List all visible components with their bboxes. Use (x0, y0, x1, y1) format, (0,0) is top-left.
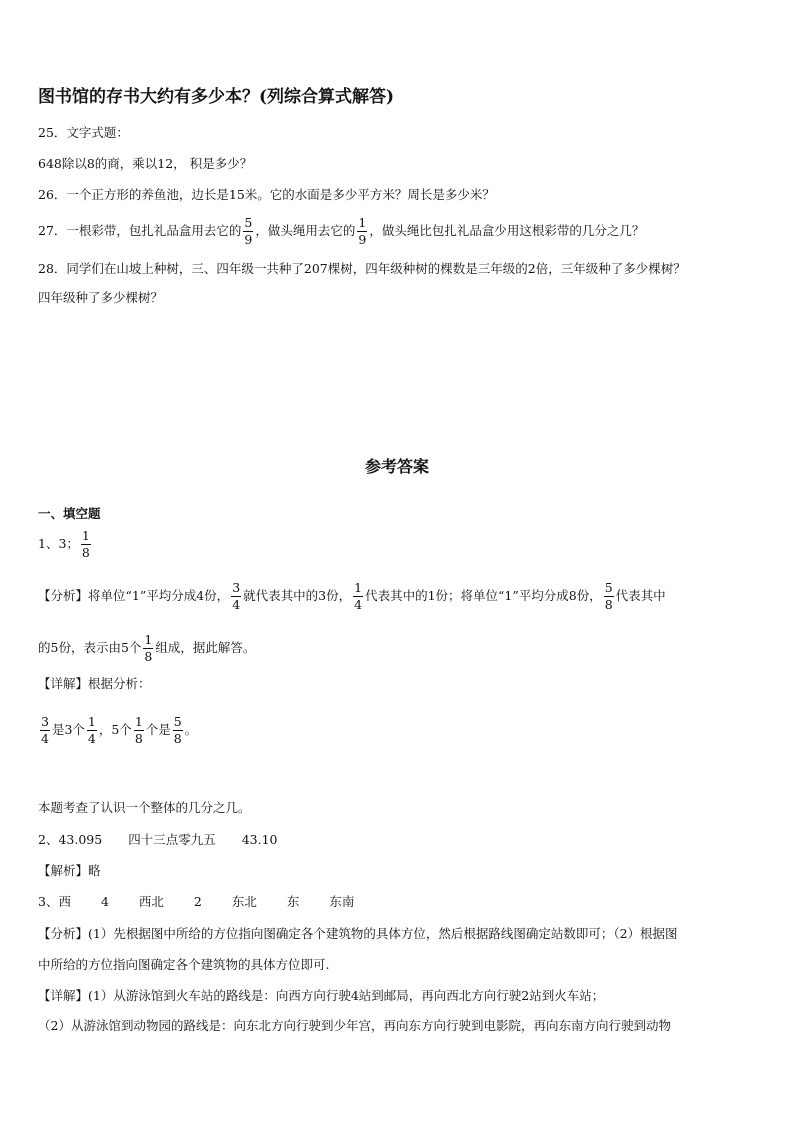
denominator: 8 (81, 545, 90, 560)
detail-1-heading: 【详解】根据分析： (38, 676, 151, 691)
question-25-body: 648除以8的商，乘以12， 积是多少？ (38, 156, 253, 171)
answer-2-words: 四十三点零九五 (128, 832, 216, 847)
denominator: 4 (87, 731, 96, 746)
answer-3-analysis-line-1: 【分析】(1）先根据图中所给的方位指向图确定各个建筑物的具体方位，然后根据路线图确定站数即可；（2）根据图 (38, 926, 678, 941)
detail-1-body (38, 712, 197, 748)
section-fill-blank: 一、填空题 (38, 506, 101, 521)
fraction-3-4 (40, 715, 50, 746)
answer-3 (38, 894, 354, 910)
answer-1-head: 1、3； (38, 536, 79, 551)
fraction-1-8 (143, 633, 153, 664)
answer-2-number: 2、43.095 (38, 832, 103, 847)
numerator: 5 (604, 580, 613, 595)
summary-1: 本题考查了认识一个整体的几分之几。 (38, 800, 251, 815)
detail-text: 。 (184, 722, 198, 737)
numerator: 3 (41, 714, 49, 729)
detail-text: 是3个 (51, 722, 85, 737)
denominator: 8 (604, 597, 613, 612)
answer-3-item: 西北 (138, 894, 164, 909)
analysis-text: 代表其中的1份；将单位“1”平均分成8份， (365, 588, 602, 603)
detail-text: ，5个 (98, 722, 132, 737)
denominator: 8 (144, 649, 153, 664)
analysis-text: 【分析】将单位“1”平均分成4份， (38, 588, 230, 603)
analysis-text: 组成，据此解答。 (155, 640, 256, 655)
question-24-tail: 图书馆的存书大约有多少本？(列综合算式解答) (38, 87, 395, 107)
question-27 (38, 214, 644, 248)
analysis-1-line-2 (38, 630, 255, 666)
detail-text: 个是 (145, 722, 171, 737)
numerator: 1 (144, 632, 153, 647)
fraction-5-8 (604, 581, 614, 612)
question-28-line-2: 四年级种了多少棵树？ (38, 290, 164, 305)
analysis-text: 就代表其中的3份， (243, 588, 352, 603)
fraction-1-9 (357, 216, 367, 247)
denominator: 4 (41, 731, 49, 746)
fraction-1-8 (81, 529, 91, 560)
analysis-1-line-1 (38, 578, 666, 614)
fraction-5-8 (173, 715, 183, 746)
answer-3-item: 3、西 (38, 894, 71, 909)
answer-2-analysis: 【解析】略 (38, 863, 101, 878)
numerator: 1 (81, 528, 90, 543)
denominator: 9 (244, 232, 253, 247)
answers-title: 参考答案 (364, 457, 429, 476)
q27-text-a: 27．一根彩带，包扎礼品盒用去它的 (38, 223, 242, 238)
numerator: 1 (354, 580, 363, 595)
analysis-text: 的5份，表示由5个 (38, 640, 142, 655)
fraction-3-4 (231, 581, 241, 612)
answer-3-item: 4 (100, 894, 109, 909)
denominator: 9 (358, 232, 367, 247)
answer-2 (38, 832, 278, 848)
fraction-1-8 (134, 715, 144, 746)
question-26: 26．一个正方形的养鱼池，边长是15米。它的水面是多少平方米？周长是多少米？ (38, 187, 495, 202)
denominator: 8 (173, 731, 182, 746)
numerator: 3 (232, 580, 241, 595)
denominator: 8 (134, 731, 143, 746)
numerator: 5 (173, 714, 182, 729)
answer-3-detail-line-1: 【详解】(1）从游泳馆到火车站的路线是：向西方向行驶4站到邮局，再向西北方向行驶2站到火车站； (38, 988, 605, 1003)
answer-3-item: 东 (286, 894, 300, 909)
answer-1 (38, 526, 93, 562)
numerator: 1 (358, 215, 367, 230)
question-25-heading: 25．文字式题： (38, 125, 129, 140)
fraction-1-4 (87, 715, 97, 746)
analysis-text: 代表其中 (615, 588, 666, 603)
denominator: 4 (354, 597, 363, 612)
denominator: 4 (232, 597, 241, 612)
fraction-5-9 (243, 216, 253, 247)
answer-3-item: 东北 (231, 894, 257, 909)
answer-3-detail-line-2: （2）从游泳馆到动物园的路线是：向东北方向行驶到少年宫，再向东方向行驶到电影院，再向东南方向行驶到动物 (38, 1018, 671, 1033)
numerator: 1 (87, 714, 96, 729)
answer-3-item: 东南 (329, 894, 355, 909)
numerator: 1 (134, 714, 143, 729)
fraction-1-4 (353, 581, 363, 612)
answer-3-analysis-line-2: 中所给的方位指向图确定各个建筑物的具体方位即可. (38, 957, 330, 972)
numerator: 5 (244, 215, 253, 230)
answer-3-item: 2 (193, 894, 202, 909)
answer-2-rounded: 43.10 (241, 832, 278, 847)
question-28-line-1: 28．同学们在山坡上种树，三、四年级一共种了207棵树，四年级种树的棵数是三年级的2倍，三年级种了多少棵树？ (38, 261, 686, 276)
q27-text-c: ，做头绳比包扎礼品盒少用这根彩带的几分之几？ (369, 223, 645, 238)
q27-text-b: ，做头绳用去它的 (255, 223, 356, 238)
